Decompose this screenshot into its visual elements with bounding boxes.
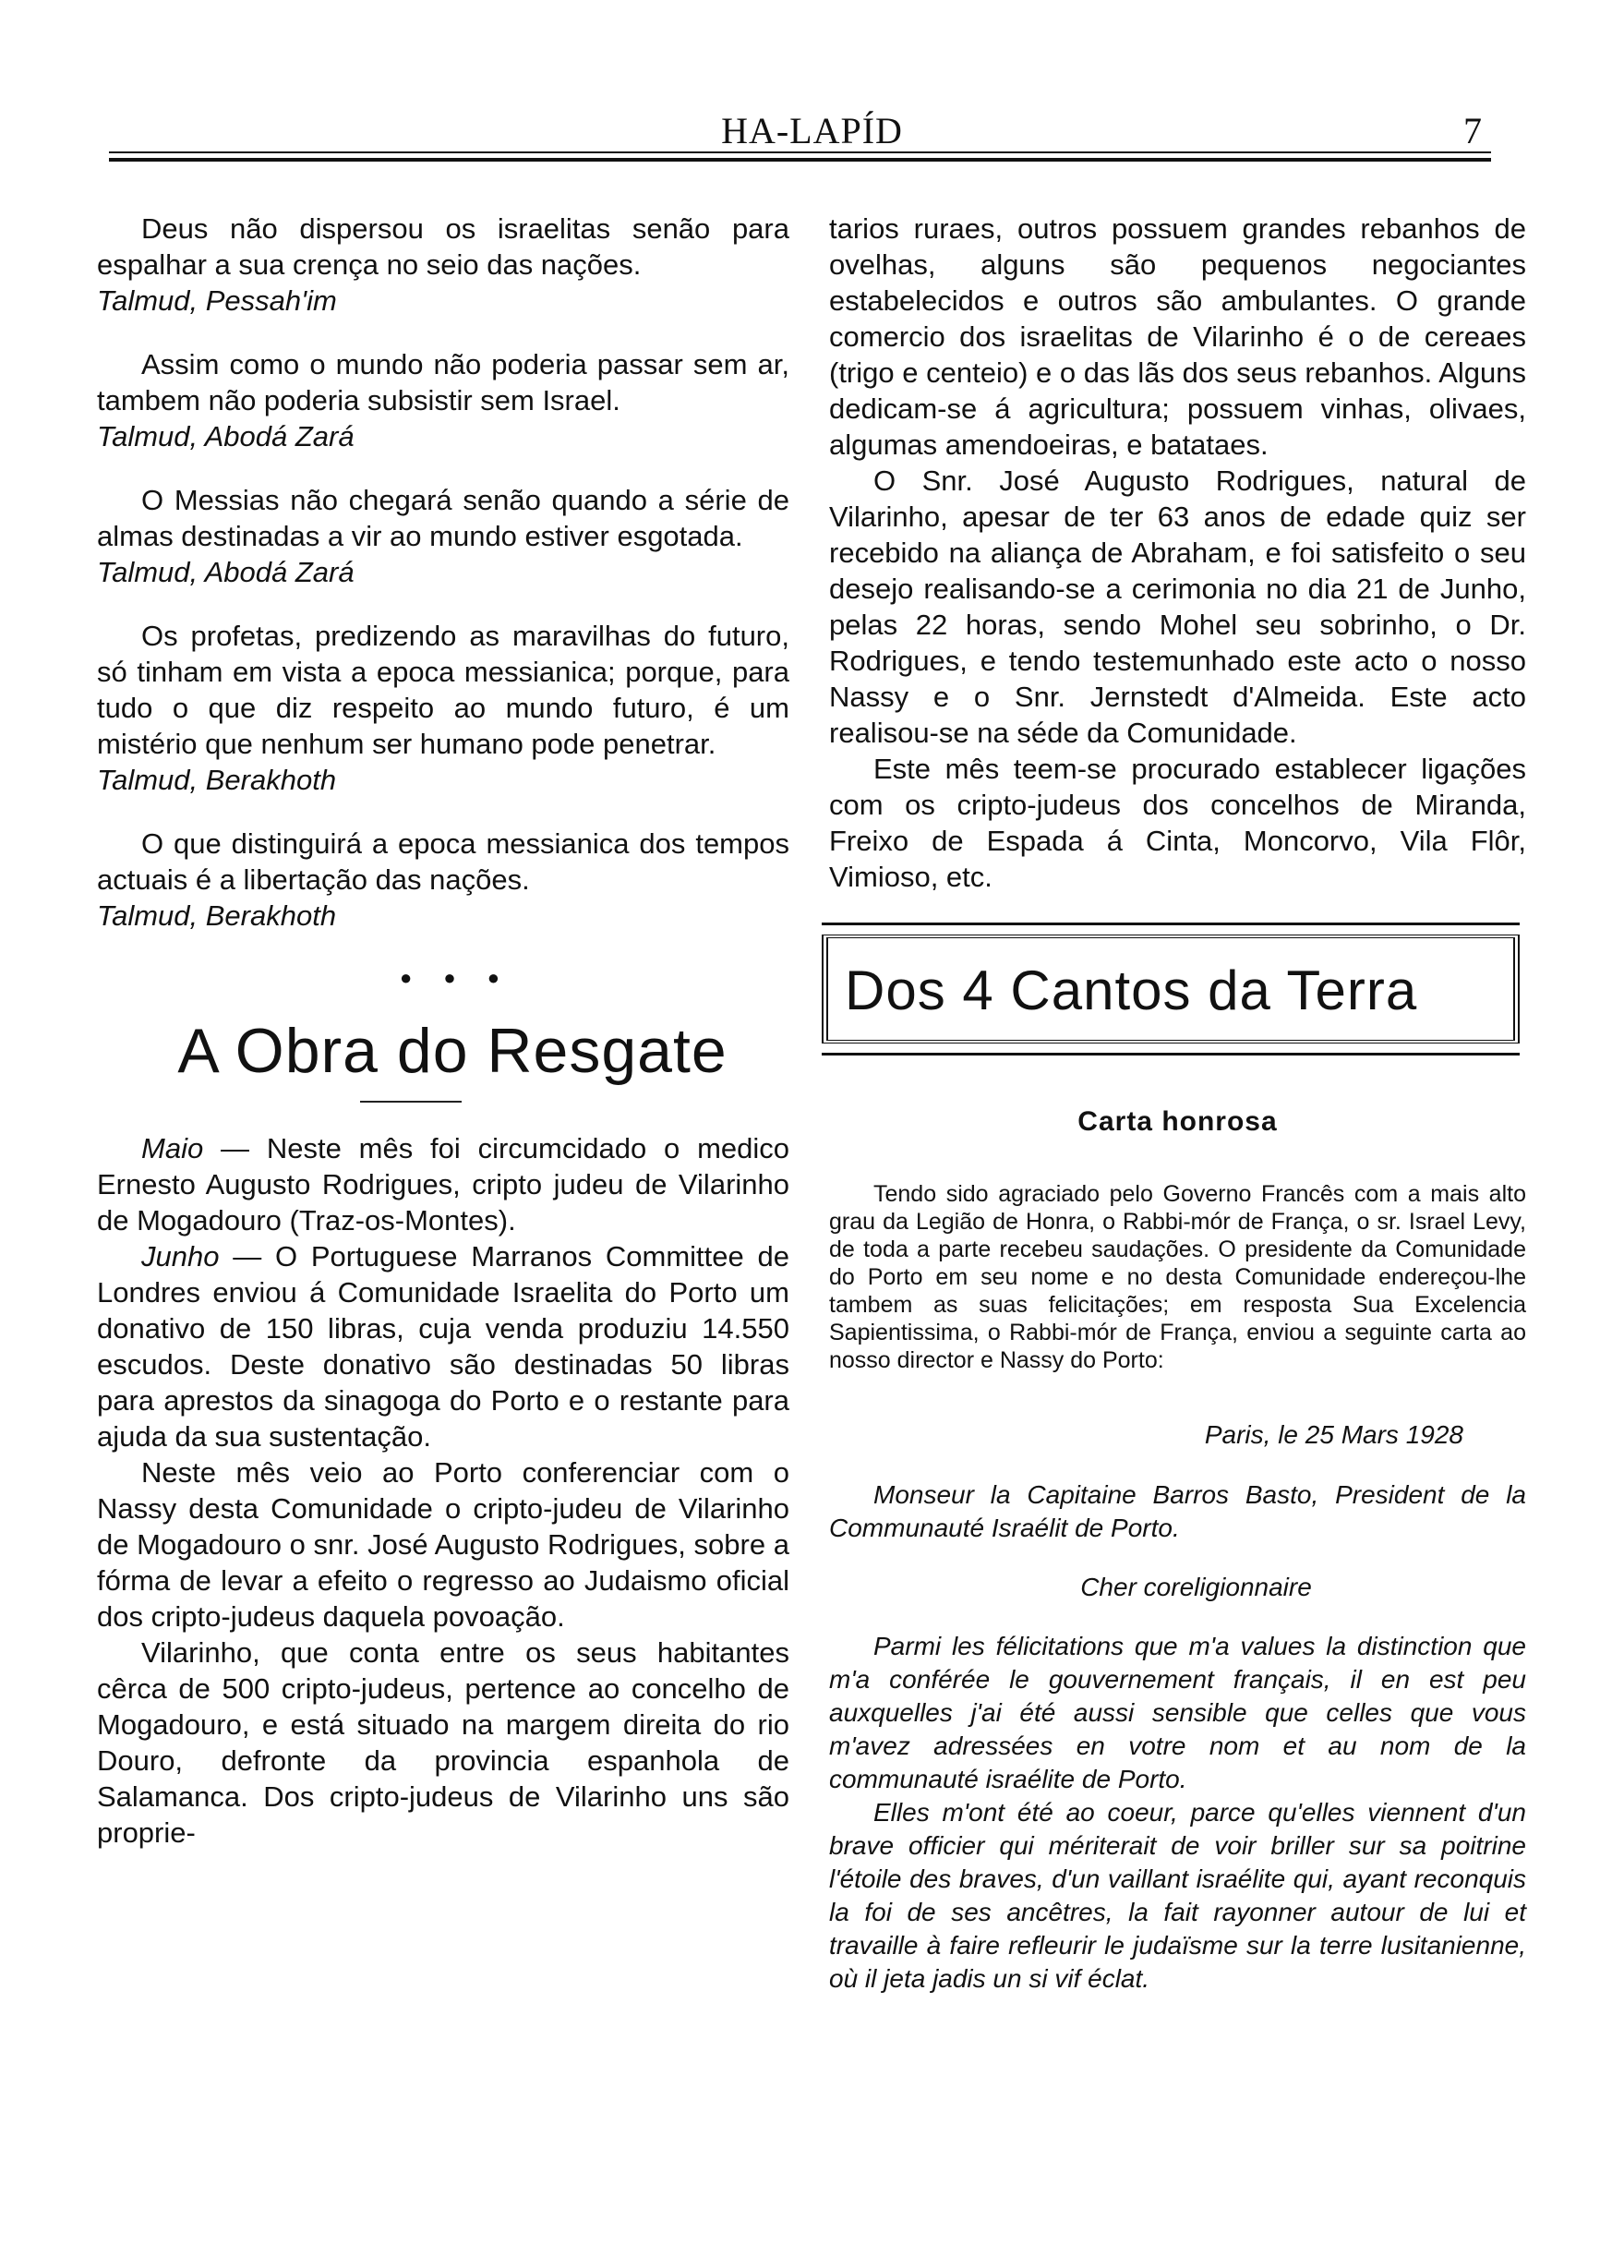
- entry-text: Neste mês foi circumcidado o medico Ernesto Augusto Rodrigues, cripto judeu de Vilarinho de Mogadouro (Traz-os-Montes).: [97, 1132, 789, 1237]
- running-title: HA-LAPÍD: [721, 110, 903, 151]
- article-subheading: Carta honrosa: [1077, 1106, 1278, 1137]
- quote-text: Assim como o mundo não poderia passar sem ar, tambem não poderia subsistir sem Israel.: [97, 348, 789, 416]
- letter-paragraph: Elles m'ont été ao coeur, parce qu'elles viennent d'un brave officier qui mériterait de voir briller sur sa poitrine l'étoile des braves, d'un vaillant israélite qui, ayant reconquis la foi de ses ancêtres, la fait rayonner autour de lui et travaille à faire refleurir le judaïsme sur la terre lusitanienne, où il jeta jadis un si vif éclat.: [829, 1798, 1526, 1993]
- quote-source: Talmud, Abodá Zará: [97, 556, 355, 588]
- entry-dash: —: [203, 1132, 267, 1164]
- header-rule-bottom: [109, 158, 1491, 162]
- ornament-divider: ● ● ●: [399, 966, 513, 989]
- quote-text: Os profetas, predizendo as maravilhas do futuro, só tinham em vista a epoca messianica; porque, para tudo o que diz respeito ao mundo futuro, é um mistério que nenhum ser humano pode penetrar.: [97, 620, 789, 760]
- body-paragraph: tarios ruraes, outros possuem grandes rebanhos de ovelhas, alguns são pequenos negociantes estabelecidos e outros são ambulantes. O grande comercio dos israelitas de Vilarinho é o de cereaes (trigo e centeio) e o das lãs dos seus rebanhos. Alguns dedicam-se á agricultura; possuem vinhas, olivaes, algumas amendoeiras, e batataes.: [829, 212, 1526, 461]
- body-paragraph: Vilarinho, que conta entre os seus habitantes cêrca de 500 cripto-judeus, pertence ao concelho de Mogadouro, e está situado na margem direita do rio Douro, defronte da provincia espanhola de Salamanca. Dos cripto-judeus de Vilarinho uns são proprie-: [97, 1636, 789, 1849]
- quote-text: Deus não dispersou os israelitas senão para espalhar a sua crença no seio das nações.: [97, 212, 789, 281]
- body-paragraph: O Snr. José Augusto Rodrigues, natural de Vilarinho, apesar de ter 63 anos de edade quiz ser recebido na aliança de Abraham, e foi satisfeito o seu desejo realisando-se a cerimonia no dia 21 de Junho, pelas 22 horas, sendo Mohel seu sobrinho, o Dr. Rodrigues, e tendo testemunhado este acto o nosso Nassy e o Snr. Jernstedt d'Almeida. Este acto realisou-se na séde da Comunidade.: [829, 464, 1526, 749]
- entry-month: Maio: [141, 1132, 204, 1164]
- section-title: A Obra do Resgate: [177, 1016, 728, 1086]
- letter: [829, 1478, 1526, 1996]
- talmud-quote: [97, 826, 789, 934]
- letter-salutation: Cher coreligionnaire: [1080, 1573, 1312, 1601]
- section-box-frame: [822, 935, 1520, 1044]
- entry-text: O Portuguese Marranos Committee de Londres enviou á Comunidade Israelita do Porto um donativo de 150 libras, cuja venda produziu 14.550 escudos. Deste donativo são destinadas 50 libras para aprestos da sinagoga do Porto e o restante para ajuda da sua sustentação.: [97, 1240, 789, 1453]
- article-intro: [829, 1180, 1526, 1374]
- entry-dash: —: [219, 1240, 275, 1273]
- body-paragraph: Este mês teem-se procurado establecer ligações com os cripto-judeus dos concelhos de Miranda, Freixo de Espada á Cinta, Moncorvo, Vila Flôr, Vimioso, etc.: [829, 753, 1526, 893]
- talmud-quote: [97, 211, 789, 319]
- talmud-quote: [97, 618, 789, 798]
- section-box-title: Dos 4 Cantos da Terra: [845, 959, 1418, 1021]
- quote-source: Talmud, Berakhoth: [97, 899, 337, 932]
- header-rule-top: [109, 151, 1491, 153]
- quote-text: O que distinguirá a epoca messianica dos tempos actuais é a libertação das nações.: [97, 827, 789, 896]
- letter-date: Paris, le 25 Mars 1928: [1204, 1420, 1463, 1449]
- letter-paragraph: Parmi les félicitations que m'a values la distinction que m'a conférée le gouvernement français, il en est peu auxquelles j'ai été aussi sensible que celles que vous m'avez adressées en votre nom et au nom de la communauté israélite de Porto.: [829, 1632, 1526, 1793]
- body-paragraph: Neste mês veio ao Porto conferenciar com o Nassy desta Comunidade o cripto-judeu de Vilarinho de Mogadouro o snr. José Augusto Rodrigues, sobre a fórma de levar a efeito o regresso ao Judaismo oficial dos cripto-judeus daquela povoação.: [97, 1456, 789, 1633]
- section-box: [822, 923, 1520, 1056]
- quote-source: Talmud, Berakhoth: [97, 764, 337, 796]
- page-number: 7: [1463, 110, 1482, 151]
- quote-text: O Messias não chegará senão quando a série de almas destinadas a vir ao mundo estiver esgotada.: [97, 484, 789, 552]
- title-underline: [360, 1101, 462, 1103]
- entry-month: Junho: [141, 1240, 220, 1273]
- quote-source: Talmud, Abodá Zará: [97, 420, 355, 452]
- intro-paragraph: Tendo sido agraciado pelo Governo Francês com a mais alto grau da Legião de Honra, o Rabbi-mór de França, o sr. Israel Levy, de toda a parte recebeu saudações. O presidente da Comunidade do Porto em seu nome e no desta Comunidade endereçou-lhe tambem as suas felicitações; em resposta Sua Excelencia Sapientissima, o Rabbi-mór de França, enviou a seguinte carta ao nosso director e Nassy do Porto:: [829, 1181, 1526, 1373]
- talmud-quote: [97, 346, 789, 454]
- chronicle-entry: [97, 1130, 789, 1238]
- talmud-quote: [97, 482, 789, 590]
- right-column: [829, 211, 1526, 1996]
- letter-addressee: Monseur la Capitaine Barros Basto, President de la Communauté Israélit de Porto.: [829, 1480, 1526, 1542]
- chronicle-entry: [97, 1238, 789, 1454]
- left-column: [97, 211, 789, 1851]
- quote-source: Talmud, Pessah'im: [97, 284, 337, 317]
